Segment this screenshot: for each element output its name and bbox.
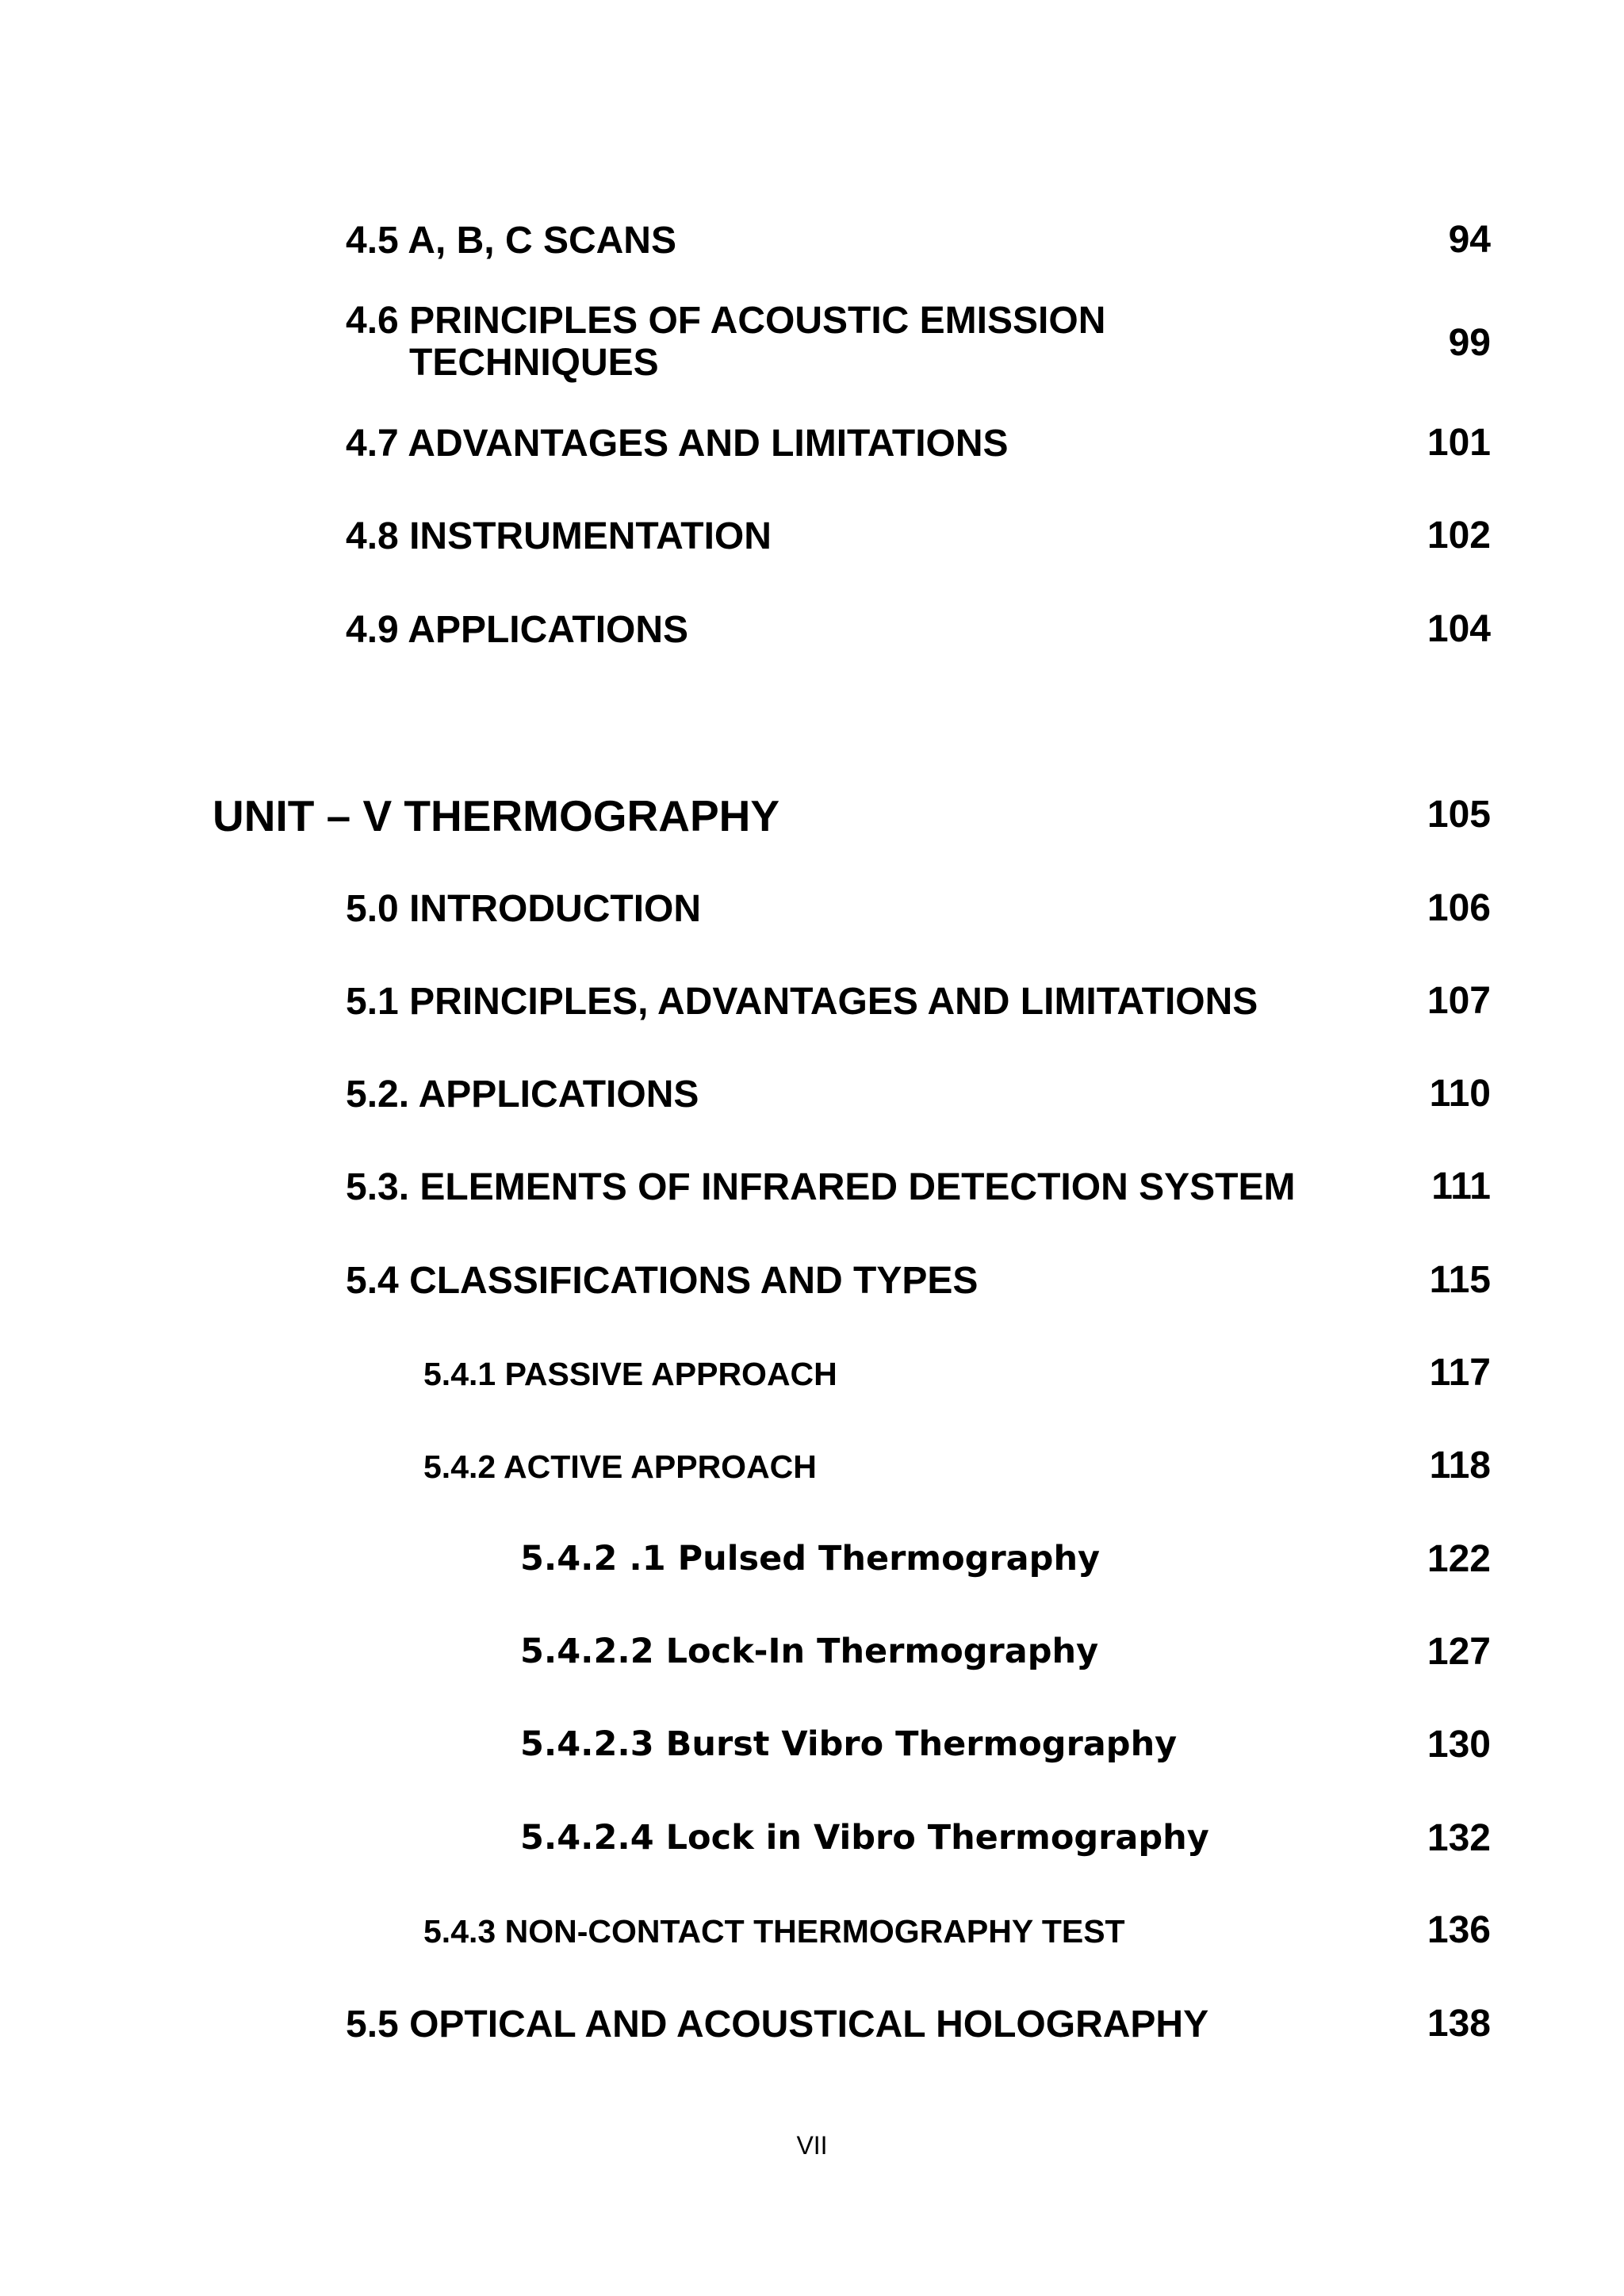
- toc-entry-page: 122: [1427, 1538, 1491, 1580]
- toc-entry-title: 4.7 ADVANTAGES AND LIMITATIONS: [346, 423, 1009, 465]
- toc-entry-title: 5.4.2.3 Burst Vibro Thermography: [520, 1724, 1178, 1764]
- toc-entry-page: 115: [1429, 1259, 1491, 1301]
- toc-entry-title: 5.5 OPTICAL AND ACOUSTICAL HOLOGRAPHY: [346, 2003, 1209, 2045]
- toc-entry-page: 101: [1427, 422, 1491, 464]
- toc-entry-page: 130: [1427, 1724, 1491, 1766]
- toc-entry-page: 111: [1431, 1165, 1491, 1207]
- toc-entry-title: 5.2. APPLICATIONS: [346, 1073, 699, 1115]
- toc-entry-title: 4.8 INSTRUMENTATION: [346, 515, 772, 557]
- toc-entry-page: 127: [1427, 1631, 1491, 1673]
- toc-entry-page: 117: [1429, 1352, 1491, 1394]
- toc-entry-title: 5.4 CLASSIFICATIONS AND TYPES: [346, 1260, 979, 1302]
- toc-entry-page: 94: [1448, 219, 1491, 261]
- page-number-footer: VII: [796, 2131, 828, 2160]
- toc-entry-page: 132: [1427, 1817, 1491, 1859]
- toc-entry-title: [346, 300, 1105, 385]
- toc-entry-title: 5.1 PRINCIPLES, ADVANTAGES AND LIMITATIONS: [346, 981, 1258, 1023]
- toc-entry-page: 99: [1448, 322, 1491, 364]
- toc-entry-title: 5.4.2.4 Lock in Vibro Thermography: [520, 1818, 1209, 1858]
- toc-entry-title-line1: 4.6 PRINCIPLES OF ACOUSTIC EMISSION: [346, 300, 1106, 342]
- toc-entry-title: 4.5 A, B, C SCANS: [346, 220, 676, 262]
- toc-entry-title: 5.4.1 PASSIVE APPROACH: [423, 1356, 837, 1392]
- toc-unit-title: UNIT – V THERMOGRAPHY: [213, 791, 780, 840]
- toc-entry-title-line2: TECHNIQUES: [409, 341, 659, 384]
- toc-entry-title: 5.4.2 .1 Pulsed Thermography: [520, 1539, 1101, 1578]
- toc-entry-page: 110: [1429, 1073, 1491, 1115]
- toc-entry-page: 107: [1427, 980, 1491, 1022]
- toc-entry-page: 104: [1427, 608, 1491, 650]
- toc-entry-page: 136: [1427, 1909, 1491, 1951]
- toc-entry-page: 102: [1427, 515, 1491, 557]
- toc-entry-title: 5.0 INTRODUCTION: [346, 888, 702, 930]
- toc-entry-page: 105: [1427, 794, 1491, 836]
- toc-entry-page: 118: [1429, 1445, 1491, 1487]
- toc-entry-title: 5.4.2.2 Lock-In Thermography: [520, 1632, 1099, 1671]
- toc-entry-title: 5.3. ELEMENTS OF INFRARED DETECTION SYSTEM: [346, 1166, 1296, 1208]
- toc-entry-page: 106: [1427, 887, 1491, 929]
- toc-entry-page: 138: [1427, 2003, 1491, 2045]
- toc-entry-title: 5.4.2 ACTIVE APPROACH: [423, 1448, 817, 1485]
- toc-entry-title: 4.9 APPLICATIONS: [346, 609, 689, 651]
- toc-entry-title: 5.4.3 NON-CONTACT THERMOGRAPHY TEST: [423, 1913, 1125, 1950]
